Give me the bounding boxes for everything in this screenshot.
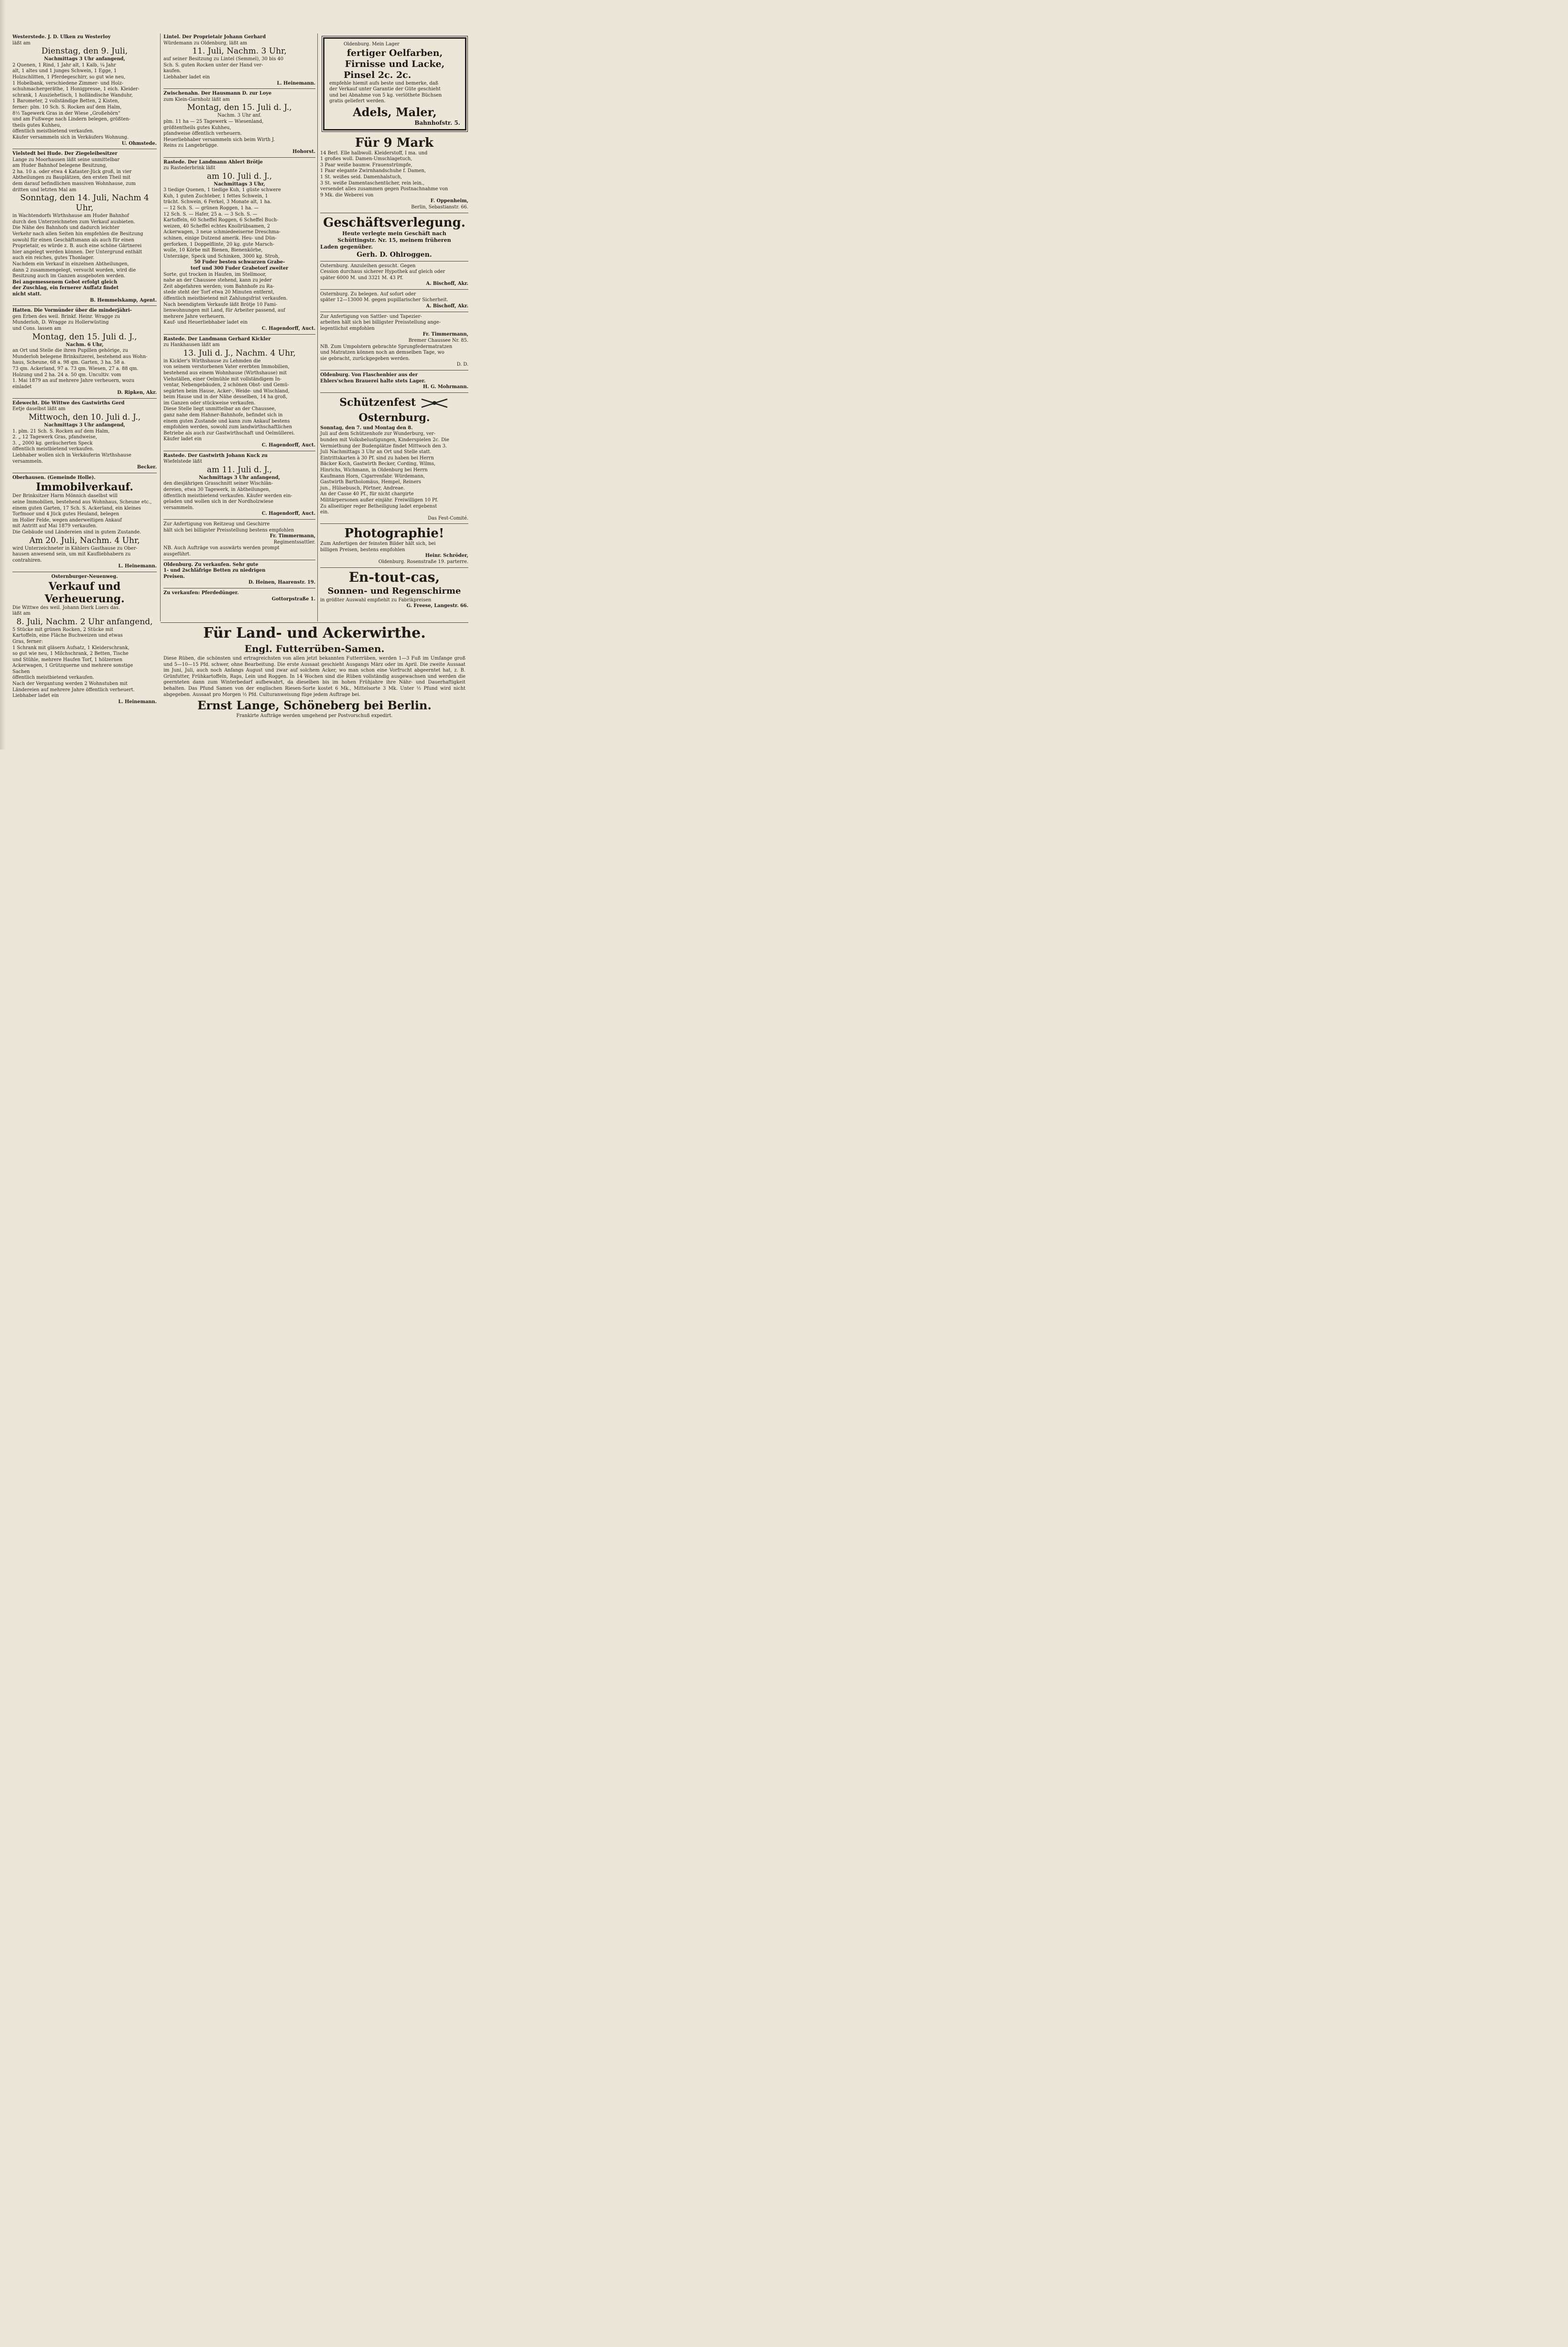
ad-text: Zur Anfertigung von Reitzeug und Geschirre xyxy=(163,521,270,527)
ad-text: Militärpersonen außer einjähr. Freiwilligen 10 Pf. xyxy=(320,497,439,503)
ad-title: Firnisse und Lacke, xyxy=(345,58,445,69)
ad-text: Betriebe als auch zur Gastwirthschaft und Oelmüllerei. xyxy=(163,430,295,436)
ad-text: bunden mit Volksbelustigungen, Kinderspielen 2c. Die xyxy=(320,437,449,443)
ad-text: beim Hause und in der Nähe desselben, 14 ha groß, xyxy=(163,394,288,400)
ad-date: Mittwoch, den 10. Juli d. J., xyxy=(28,413,141,423)
ad-lines xyxy=(12,34,157,141)
ad-text: haus, Scheune, 68 a. 98 qm. Garten, 3 ha. 58 a. xyxy=(12,360,126,366)
ad-signature: Das Fest-Comité. xyxy=(428,515,468,521)
ad-sattler xyxy=(320,314,468,370)
ad-text: mehrere Jahre verheuern. xyxy=(163,314,226,319)
ad-signature: F. Oppenheim, xyxy=(430,198,468,204)
ad-text: zu Hankhausen läßt am xyxy=(163,342,220,348)
ad-text: Diese Stelle liegt unmittelbar an der Chaussee, xyxy=(163,406,276,412)
ad-title: Für 9 Mark xyxy=(355,135,434,150)
ad-text: Eintrittskarten à 30 Pf. sind zu haben bei Herrn xyxy=(320,455,434,461)
ad-text: so gut wie neu, 1 Milchschrank, 2 Betten, Tische xyxy=(12,651,129,657)
ad-text: Die Gebäude und Ländereien sind in gutem Zustande. xyxy=(12,529,141,535)
ad-signature: Fr. Timmermann, xyxy=(422,332,468,337)
ad-text: öffentlich meistbietend verkaufen. xyxy=(12,446,94,452)
ad-rastede-kickler xyxy=(163,337,315,451)
ad-text: und am Fußwege nach Lindern belegen, größten- xyxy=(12,117,130,122)
ad-text: Nach beendigtem Verkaufe läßt Brötje 10 Fami- xyxy=(163,302,278,307)
ad-text: Sonntag, den 7. und Montag den 8. xyxy=(320,425,413,431)
ad-text: Nachdem ein Verkauf in einzelnen Abtheilungen, xyxy=(12,261,129,267)
ad-text: gen Erben des weil. Brinkf. Heinr. Wragge zu xyxy=(12,314,120,319)
ad-text: Torfmoor und 4 Jück gutes Heuland, belegen xyxy=(12,511,119,517)
ad-text: wird Unterzeichneter in Kählers Gasthause zu Ober- xyxy=(12,545,138,551)
ad-lintel xyxy=(163,34,315,89)
ad-firm-name: Adels, Maler, xyxy=(353,105,437,119)
ad-text: nahe an der Chaussee stehend, kann zu jeder xyxy=(163,278,272,283)
ad-westerstede xyxy=(12,34,157,149)
ad-text: ausgeführt. xyxy=(163,551,191,557)
ad-headline: Rastede. Der Landmann Gerhard Kickler xyxy=(163,336,271,342)
ad-headline: Lintel. Der Proprietair Johann Gerhard xyxy=(163,34,266,40)
ad-text: 1 Schrank mit gläsern Aufsatz, 1 Kleiderschrank, xyxy=(12,645,130,651)
ad-signature: C. Hagendorff, Auct. xyxy=(261,443,315,448)
ad-anzuleihen xyxy=(320,263,468,290)
ad-text: alt, 1 altes und 1 junges Schwein, 1 Egge, 1 xyxy=(12,68,117,74)
ad-address: Bahnhofstr. 5. xyxy=(414,119,460,126)
banner-title: Für Land- und Ackerwirthe. xyxy=(203,625,426,641)
ad-text: 5 Stücke mit grünen Rocken, 2 Stücke mit xyxy=(12,627,113,632)
ad-headline: Osternburg. Anzuleihen gesucht. Gegen xyxy=(320,263,416,269)
ad-text: Abtheilungen zu Bauplätzen, den ersten Theil mit xyxy=(12,175,130,181)
ad-text: ein. xyxy=(320,510,329,515)
ad-text: gerforken, 1 Doppelflinte, 20 kg. gute Marsch- xyxy=(163,241,274,247)
ad-edewecht xyxy=(12,401,157,473)
ad-rastede-kuck xyxy=(163,453,315,520)
ad-signature: A. Bischoff, Akr. xyxy=(426,281,468,287)
ad-text: mit Antritt auf Mai 1879 verkaufen. xyxy=(12,523,97,529)
ad-schuetzenfest xyxy=(320,395,468,524)
column-2 xyxy=(163,34,315,606)
ad-time: Nachmittags 3 Uhr anfangend, xyxy=(199,475,280,480)
ad-text: Munderloh, D. Wragge zu Hollerwüsting xyxy=(12,320,109,326)
ad-signature: Fr. Timmermann, xyxy=(270,533,315,539)
ad-text: läßt am xyxy=(12,40,31,46)
ad-text: einem guten Zustande und kann zum Ankauf bestens xyxy=(163,418,290,424)
ad-reitzeug xyxy=(163,522,315,560)
ad-text: Ackerwagen, 1 Grützquerne und mehrere sonstige xyxy=(12,663,133,669)
ad-address: Bremer Chaussee Nr. 85. xyxy=(408,338,468,344)
ad-date: Montag, den 15. Juli d. J., xyxy=(187,103,292,113)
ad-text: 1 Paar elegante Zwirnhandschuhe f. Damen, xyxy=(320,168,426,174)
ad-text: Bei angemessenem Gebot erfolgt gleich xyxy=(12,279,118,285)
ad-headline: Osternburger-Neuenweg. xyxy=(51,574,118,579)
ad-text: Preisen. xyxy=(163,574,185,579)
ad-date: 13. Juli d. J., Nachm. 4 Uhr, xyxy=(183,348,296,358)
ad-title xyxy=(320,395,468,425)
ad-text: 1. Mai 1879 an auf mehrere Jahre verheuern, wozu xyxy=(12,378,135,384)
ad-text: größtentheils gutes Kuhheu, xyxy=(163,125,231,130)
ad-text: Juli auf dem Schützenhofe zur Wunderburg, ver- xyxy=(320,431,436,437)
ad-date: Montag, den 15. Juli d. J., xyxy=(32,332,137,342)
ad-text: dann 2 zusammengelegt, versucht worden, wird die xyxy=(12,267,136,273)
ad-headline: Rastede. Der Landmann Ahlert Brötje xyxy=(163,159,263,165)
ad-adels-boxed xyxy=(323,37,466,130)
ad-signature: D. Heinen, Haarenstr. 19. xyxy=(248,580,315,586)
ad-signature: L. Heinemann. xyxy=(118,699,157,705)
ad-text: Hinrichs, Wichmann, in Oldenburg bei Herrn xyxy=(320,467,428,473)
ad-text: auch ein reiches, gutes Thonlager. xyxy=(12,255,95,261)
ad-text: der Zuschlag, ein fernerer Auffatz findet xyxy=(12,285,119,291)
column-3 xyxy=(320,34,468,613)
ad-text: Ehlers'schen Brauerei halte stets Lager. xyxy=(320,378,426,384)
ad-text: Gastwirth Bartholomäus, Hempel, Reiners xyxy=(320,479,421,485)
ad-text: 73 qm. Ackerland, 97 a. 73 qm. Wiesen, 27 a. 88 qm. xyxy=(12,366,139,371)
ad-text: Verkehr nach allen Seiten hin empfehlen die Besitzung xyxy=(12,231,143,237)
ad-text: öffentlich meistbietend mit Zahlungsfrist verkaufen. xyxy=(163,295,288,301)
ad-photographie xyxy=(320,526,468,567)
ad-text: und Matratzen können noch an demselben Tage, wo xyxy=(320,350,444,356)
ad-text: an Ort und Stelle die ihren Pupillen gehörige, zu xyxy=(12,348,128,354)
ad-text: Sachen xyxy=(12,669,30,674)
ad-title: Pinsel 2c. 2c. xyxy=(344,69,411,80)
ad-text: geladen und wollen sich in der Nordholzwiese xyxy=(163,499,273,505)
ad-text: arbeiten hält sich bei billigster Preisstellung ange- xyxy=(320,320,441,326)
ad-text: zu Rastederbrink läßt xyxy=(163,165,216,171)
ad-headline: Oldenburg. Von Flaschenbier aus der xyxy=(320,372,418,378)
ad-rastede-broetje xyxy=(163,160,315,335)
ad-text: einem guten Garten, 17 Sch. S. Ackerland, ein kleines xyxy=(12,505,141,511)
ad-text: weizen, 40 Scheffel echtes Knollrübsamen, 2 xyxy=(163,223,270,229)
ad-time: Nachm. 3 Uhr anf. xyxy=(217,113,261,119)
ad-text: durch den Unterzeichneten zum Verkauf ausbieten. xyxy=(12,219,135,225)
ad-text: NB. Zum Umpolstern gebrachte Sprungfedermatratzen xyxy=(320,344,453,349)
ad-text: und Stühle, mehrere Haufen Torf, 1 hölzernen xyxy=(12,657,123,663)
ad-text: sie gebracht, zurückgegeben werden. xyxy=(320,356,410,361)
ad-text: auf seiner Besitzung zu Lintel (Semmel), 30 bis 40 xyxy=(163,56,284,62)
ad-signature: B. Hemmelskamp, Agent. xyxy=(90,297,157,303)
ad-text: Besitzung auch im Ganzen ausgeboten werden. xyxy=(12,273,126,279)
ad-text: Zum Anfertigen der feinsten Bilder hält sich, bei xyxy=(320,541,436,547)
ad-time: Nachmittags 3 Uhr anfangend, xyxy=(44,56,125,62)
ad-headline: Zu verkaufen: Pferdedünger. xyxy=(163,590,239,596)
ad-text: in Kickler's Wirthshause zu Lehmden die xyxy=(163,358,261,364)
ad-text: Zeit abgefahren werden; vom Bahnhofe zu Ra- xyxy=(163,283,274,289)
ad-text: segärten beim Hause, Acker-, Weide- und Wischland, xyxy=(163,388,290,394)
ad-geschaeftsverlegung xyxy=(320,215,468,261)
ad-text: theils gutes Kuhheu, xyxy=(12,122,62,128)
ad-text: sowohl für einen Geschäftsmann als auch für einen xyxy=(12,237,134,243)
ad-text: am Huder Bahnhof belegene Besitzung, xyxy=(12,163,108,169)
ad-signature: C. Hagendorff, Auct. xyxy=(261,326,315,331)
ad-text: Holzung und 2 ha. 24 a. 50 qm. Uncultiv. vom xyxy=(12,372,121,378)
ad-date: 11. Juli, Nachm. 3 Uhr, xyxy=(192,46,287,56)
ad-text: versendet alles zusammen gegen Postnachnahme von xyxy=(320,186,448,192)
ad-text: 12 Sch. S. — Hafer, 25 a. — 3 Sch. S. — xyxy=(163,211,258,217)
ad-text: Liebhaber ladet ein xyxy=(12,693,59,699)
ad-time: Nachmittags 3 Uhr anfangend, xyxy=(44,423,125,428)
ad-headline: Hatten. Die Vormünder über die minderjähri- xyxy=(12,308,132,314)
ad-text: Zu allseitiger reger Betheiligung ladet ergebenst xyxy=(320,503,437,509)
ad-title: Verkauf und Verheuerung. xyxy=(44,580,125,605)
ad-text: schuhmachergeräthe, 1 Honigpresse, 1 eich. Kleider- xyxy=(12,87,140,92)
ad-signature: A. Bischoff, Akr. xyxy=(426,304,468,309)
ad-text: Nach der Vergantung werden 2 Wohnstuben mit xyxy=(12,681,128,687)
ad-text: Unterzäge, Speck und Schinken, 3000 kg. Stroh, xyxy=(163,253,280,259)
ad-text: 9 Mk. die Weberei von xyxy=(320,192,374,198)
ad-text: Kaufmann Horn, Cigarrenfabr. Würdemann, xyxy=(320,473,425,479)
ad-signature: G. Freese, Langestr. 66. xyxy=(406,603,468,609)
ad-text: Der Brinksitzer Harm Mönnich daselbst will xyxy=(12,493,118,499)
ad-text: Munderloh belegene Brinksitzerei, bestehend aus Wohn- xyxy=(12,354,148,359)
ad-text: stede steht der Torf etwa 20 Minuten entfernt, xyxy=(163,290,275,295)
ad-date: am 10. Juli d. J., xyxy=(206,171,272,181)
ad-text: 14 Berl. Elle halbwoll. Kleiderstoff, I ma. und xyxy=(320,150,428,156)
ad-text: Holzschlitten, 1 Pferdegeschirr, so gut wie neu, xyxy=(12,74,126,80)
ad-text: Lange zu Moorhausen läßt seine unmittelbar xyxy=(12,157,120,163)
ad-pferdeduenger xyxy=(163,590,315,604)
ad-text: läßt am xyxy=(12,611,31,617)
ad-signature: C. Hagendorff, Auct. xyxy=(261,511,315,517)
ad-text: nicht statt. xyxy=(12,291,42,297)
ad-text: 2. „ 12 Tagewerk Gras, pfandweise, xyxy=(12,435,97,440)
ad-text: 1 großes woll. Damen-Umschlagetuch, xyxy=(320,156,412,162)
ad-text: Liebhaber ladet ein xyxy=(163,74,210,80)
ad-headline: Vielstedt bei Hude. Der Ziegeleibesitzer xyxy=(12,151,118,157)
ad-text: Laden gegenüber. xyxy=(320,243,373,250)
ad-signature: L. Heinemann. xyxy=(277,80,315,86)
ad-text: der Verkauf unter Garantie der Güte geschieht xyxy=(329,87,441,92)
ad-text: ganz nahe dem Hahner-Bahnhofe, befindet sich in xyxy=(163,413,283,418)
ad-time: Nachmittags 3 Uhr, xyxy=(214,181,265,187)
ad-text: dem darauf befindlichen massiven Wohnhause, zum xyxy=(12,181,136,187)
ad-zu-belegen xyxy=(320,292,468,312)
banner-body: Diese Rüben, die schönsten und ertragreichsten von allen jetzt bekannten Futterrüben, werden 1—3 Fuß im Umfange groß und 5—10—15 Pfd. schwer, ohne Bearbeitung. Die erste Aussaat geschieht Ausgangs März oder im April. Die zweite Aussaat im Juni, Juli, auch noch Anfangs August und zwar auf solchem Acker, wo man schon eine Vorfrucht abgeerntet hat, z. B. Grünfutter, Frühkartoffeln, Raps, Lein und Roggen. In 14 Wochen sind die Rüben vollständig ausgewachsen und werden die geernteten dann zum Winterbedarf aufbewahrt, da dieselben bis im hohen Frühjahre ihre Nähr- und Dauerhaftigkeit behalten. Das Pfund Samen von der englischen Riesen-Sorte kostet 6 Mk., Mittelsorte 3 Mk. Unter ½ Pfund wird nicht abgegeben. Aussaat pro Morgen ½ Pfd. Culturanweisung füge jedem Auftrage bei. xyxy=(163,656,465,697)
ad-text: in Wachtendorfs Wirthshause am Huder Bahnhof xyxy=(12,213,129,219)
crossed-rifles-icon xyxy=(420,398,449,408)
ad-text: Liebhaber wollen sich in Verkäuferin Wirthshause xyxy=(12,453,131,458)
ad-text: und Cons. lassen am xyxy=(12,326,62,331)
ad-text: dritten und letzten Mal am xyxy=(12,187,76,193)
banner-footnote: Frankirte Aufträge werden umgehend per Postvorschuß expedirt. xyxy=(236,713,393,719)
ad-text: Käufer versammeln sich in Verkäufers Wohnung. xyxy=(12,134,129,140)
ad-text: empfohlen werden, sowohl zum landwirthschaftlichen xyxy=(163,424,292,430)
ad-text: Kuh, 1 guten Zuchteber, 1 fettes Schwein, 1 xyxy=(163,193,268,199)
ad-title: Geschäftsverlegung. xyxy=(323,215,465,230)
ad-flaschenbier xyxy=(320,372,468,393)
ad-text: den diesjährigen Grasschnitt seiner Wischlän- xyxy=(163,481,273,487)
ad-text: ventar, Nebengebäuden, 2 schönen Obst- und Gemü- xyxy=(163,382,289,388)
ad-text: Eetje daselbst läßt am xyxy=(12,406,65,412)
ad-text: Cession durchaus sicherer Hypothek auf gleich oder xyxy=(320,269,445,275)
ad-text: hausen anwesend sein, um mit Kaufliebhabern zu xyxy=(12,552,131,557)
column-1 xyxy=(12,34,157,709)
ad-signature: H. G. Mohrmann. xyxy=(423,384,468,390)
ad-signature-title: Regimentssattler. xyxy=(273,539,315,545)
ad-text: Käufer ladet ein xyxy=(163,436,202,442)
ad-text: zum Klein-Garnholz läßt am xyxy=(163,97,230,102)
ad-text: 1. plm. 21 Sch. S. Rocken auf dem Halm, xyxy=(12,428,110,434)
ad-text: Bäcker Koch, Gastwirth Becker, Cording, Wilms, xyxy=(320,461,436,467)
ad-title-right: Osternburg. xyxy=(358,411,430,424)
ad-signature: Heinr. Schröder, xyxy=(425,553,468,559)
ad-text: 3 St. weiße Damentaschentücher, rein lein., xyxy=(320,180,425,186)
ad-text: 50 Fuder besten schwarzen Grabe- xyxy=(194,260,285,265)
ad-address: Oldenburg. Rosenstraße 19. parterre. xyxy=(378,559,468,565)
ad-text: Würdemann zu Oldenburg, läßt am xyxy=(163,40,248,46)
ad-text: schrank, 1 Ausziehetisch, 1 holländische Wanduhr, xyxy=(12,92,133,98)
ad-title: fertiger Oelfarben, xyxy=(346,47,443,58)
ad-text: pfandweise öffentlich verheuern. xyxy=(163,131,242,137)
ad-text: jun., Hülsebusch, Pörtner, Andreae. xyxy=(320,485,405,491)
ad-text: Kartoffeln, eine Fläche Buchweizen und etwas xyxy=(12,633,123,639)
ad-text: 3 tiedige Quenen, 1 tiedige Kuh, 1 güste schwere xyxy=(163,187,281,193)
ad-vielstedt xyxy=(12,151,157,306)
ad-en-tout-cas xyxy=(320,570,468,611)
ad-text: bestehend aus einem Wohnhause (Wirthshause) mit xyxy=(163,370,287,376)
ad-text: NB. Auch Aufträge von auswärts werden prompt xyxy=(163,545,280,551)
ad-text: versammeln. xyxy=(163,505,194,511)
ad-text: 1 St. weißes seid. Damenhalstuch, xyxy=(320,174,402,180)
ad-text: versammeln. xyxy=(12,458,43,464)
ad-text: Ackerwagen, 3 neue schmiedeeiserne Dreschma- xyxy=(163,229,281,235)
ad-text: 1- und 2schläfrige Betten zu niedrigen xyxy=(163,568,266,574)
ad-text: plm. 11 ha — 25 Tagewerk — Wiesenland, xyxy=(163,119,264,124)
ad-oberhausen xyxy=(12,475,157,572)
ad-text: schinen, einige Dutzend amerik. Heu- und Dün- xyxy=(163,236,277,241)
ad-text: billigen Preisen, bestens empfohlen xyxy=(320,547,405,553)
ad-headline: Osternburg. Zu belegen. Auf sofort oder xyxy=(320,291,416,297)
ad-text: 8½ Tagewerk Gras in der Wiese „Großehörn" xyxy=(12,110,120,116)
ad-text: Kartoffeln, 60 Scheffel Roggen, 6 Scheffel Buch- xyxy=(163,217,279,223)
ad-text: wolle, 10 Körbe mit Bienen, Bienenkörbe, xyxy=(163,248,263,253)
ad-text: Heute verlegte mein Geschäft nach xyxy=(342,230,446,237)
ad-text: öffentlich meistbietend verkaufen. xyxy=(12,129,94,134)
ad-text: Proprietair, es würde z. B. auch eine schöne Gärtnerei xyxy=(12,243,142,249)
ad-address: Berlin, Sebastianstr. 66. xyxy=(411,204,468,210)
ad-text: dereien, etwa 30 Tagewerk, in Abtheilungen, xyxy=(163,487,270,492)
ad-text: empfehle hiemit aufs beste und bemerke, daß xyxy=(329,80,439,86)
ad-text: in größter Auswahl empfiehlt zu Fabrikpreisen xyxy=(320,597,432,603)
ad-signature: D. D. xyxy=(456,362,468,368)
column-rule-1 xyxy=(160,33,161,621)
ad-text: trächt. Schwein, 6 Ferkel, 3 Monate alt, 1 ha. xyxy=(163,199,271,205)
ad-headline: Oldenburg. Zu verkaufen. Sehr gute xyxy=(163,562,259,567)
ad-text: im Ganzen oder stückweise verkaufen. xyxy=(163,400,256,406)
banner-futterrueben xyxy=(161,624,468,719)
ad-text: 2 ha. 10 a. oder etwa 4 Kataster-Jück groß, in vier xyxy=(12,169,132,174)
column-rule-2 xyxy=(317,33,318,621)
ad-text: Vermiethung der Budenplätze findet Mittwoch den 3. xyxy=(320,443,447,449)
ad-time: Nachm. 6 Uhr, xyxy=(65,342,104,348)
ad-headline: Edewecht. Die Wittwe des Gastwirths Gerd xyxy=(12,400,125,406)
page-edge xyxy=(0,0,6,750)
ad-text: legentlichst empfohlen xyxy=(320,326,375,331)
ad-signature: Gerh. D. Ohlroggen. xyxy=(357,250,432,259)
ad-text: Zur Anfertigung von Sattler- und Tapezier- xyxy=(320,314,422,319)
ad-text: seine Immobilien, bestehend aus Wohnhaus, Scheune etc., xyxy=(12,500,152,505)
ad-title: En-tout-cas, xyxy=(348,569,440,585)
ad-date: am 11. Juli d. J., xyxy=(206,465,272,475)
ad-text: Kauf- und Heuerliebhaber ladet ein xyxy=(163,320,248,326)
ad-date: Dienstag, den 9. Juli, xyxy=(41,46,128,56)
ad-title-left: Schützenfest xyxy=(339,396,416,409)
ad-text: öffentlich meistbietend verkaufen. xyxy=(12,675,94,681)
ad-text: Viehställen, einer Oelmühle mit vollständigem In- xyxy=(163,376,281,382)
ad-text: ferner: plm. 10 Sch. S. Rocken auf dem Halm, xyxy=(12,104,122,110)
ad-signature: U. Ohmstede. xyxy=(121,141,157,146)
ad-betten xyxy=(163,562,315,588)
ad-text: hält sich bei billigster Preisstellung bestens empfohlen xyxy=(163,527,294,533)
ad-headline: Westerstede. J. D. Ulken zu Westerloy xyxy=(12,34,111,40)
ad-text: 3. „ 2000 kg. geräucherten Speck xyxy=(12,440,93,446)
ad-zwischenahn xyxy=(163,91,315,157)
ad-text: — 12 Sch. S. — grünen Roggen, 1 ha. — xyxy=(163,206,259,211)
ad-text: später 12—13000 M. gegen pupillarischer Sicherheit. xyxy=(320,297,448,303)
ad-text: Ländereien auf mehrere Jahre öffentlich verheuert. xyxy=(12,687,135,693)
ad-text: Heuerliebhaber versammeln sich beim Wirth J. xyxy=(163,137,275,142)
ad-osternburger-neuenweg xyxy=(12,574,157,707)
ad-title: Sonnen- und Regenschirme xyxy=(327,586,461,596)
ad-title: Photographie! xyxy=(344,526,444,541)
ad-text: gratis geliefert werden. xyxy=(329,98,386,104)
ad-title: Immobilverkauf. xyxy=(36,481,133,494)
ad-signature: Becker. xyxy=(137,465,157,470)
ad-text: öffentlich meistbietend verkaufen. Käufer werden ein- xyxy=(163,493,292,499)
ad-fuer-9-mark xyxy=(320,135,468,213)
ad-signature: Hohorst. xyxy=(292,149,315,154)
ad-text: 2 Quenen, 1 Rind, 1 Jahr alt, 1 Kalb, ¼ Jahr xyxy=(12,62,116,68)
ad-text: hier angelegt werden können. Der Untergrund enthält xyxy=(12,249,142,255)
ad-hatten xyxy=(12,308,157,399)
ad-text: Wiefelstede läßt xyxy=(163,459,202,465)
ad-text: Die Nähe des Bahnhofs und dadurch leichter xyxy=(12,225,119,231)
ad-signature: L. Heinemann. xyxy=(118,564,157,569)
banner-firm: Ernst Lange, Schöneberg bei Berlin. xyxy=(197,698,432,713)
ad-text: 3 Paar weiße baumw. Frauenstrümpfe, xyxy=(320,162,412,168)
ad-headline: Oberhausen. (Gemeinde Holle). xyxy=(12,475,96,480)
ad-text: im Holler Felde, wegen anderweitigen Ankauf xyxy=(12,517,122,523)
ad-text: lienwohnungen mit Land, für Arbeiter passend, auf xyxy=(163,308,285,314)
banner-top-rule xyxy=(161,622,468,623)
ad-text: einladet xyxy=(12,384,32,390)
ad-headline: Zwischenahn. Der Hausmann D. zur Loye xyxy=(163,91,272,97)
ad-text: contrahiren. xyxy=(12,557,42,563)
ad-text: Die Wittwe des weil. Johann Dierk Luers das. xyxy=(12,605,120,610)
ad-text: torf und 300 Fuder Grabetorf zweiter xyxy=(190,266,289,271)
ad-text: Gras, ferner: xyxy=(12,639,43,644)
banner-subtitle: Engl. Futterrüben-Samen. xyxy=(244,643,385,654)
ad-text: An der Casse 40 Pf., für nicht chargirte xyxy=(320,491,414,497)
ad-headline: Oldenburg. Mein Lager xyxy=(344,42,400,47)
ad-text: und bei Abnahme von 5 kg. verlöthete Büchsen xyxy=(329,92,442,98)
ad-text: 1 Hobelbank, verschiedene Zimmer- und Holz- xyxy=(12,80,124,86)
ad-date: Am 20. Juli, Nachm. 4 Uhr, xyxy=(29,535,140,545)
ad-text: später 6000 M. und 3321 M. 43 Pf. xyxy=(320,275,403,281)
ad-text: von seinem verstorbenen Vater ererbten Immobilien, xyxy=(163,364,290,370)
ad-text: kaufen. xyxy=(163,68,181,74)
ad-text: Juli Nachmittags 3 Uhr an Ort und Stelle statt. xyxy=(320,449,432,455)
ad-text: Sch. S. guten Rocken unter der Hand ver- xyxy=(163,62,263,68)
ad-text: Sorte, gut trocken in Haufen, im Stellmoor, xyxy=(163,272,267,277)
ad-signature: Gottorpstraße 1. xyxy=(271,596,315,602)
ad-headline: Rastede. Der Gastwirth Johann Kuck zu xyxy=(163,453,268,458)
ad-date: Sonntag, den 14. Juli, Nachm 4 Uhr, xyxy=(20,193,149,213)
ad-date: 8. Juli, Nachm. 2 Uhr anfangend, xyxy=(16,617,153,627)
ad-text: Schüttingstr. Nr. 15, meinem früheren xyxy=(337,237,451,243)
ad-signature: D. Ripken, Akr. xyxy=(117,390,157,396)
ad-text: Reins zu Langebrügge. xyxy=(163,143,218,149)
ad-text: 1 Barometer, 2 vollständige Betten, 2 Kisten, xyxy=(12,98,119,104)
